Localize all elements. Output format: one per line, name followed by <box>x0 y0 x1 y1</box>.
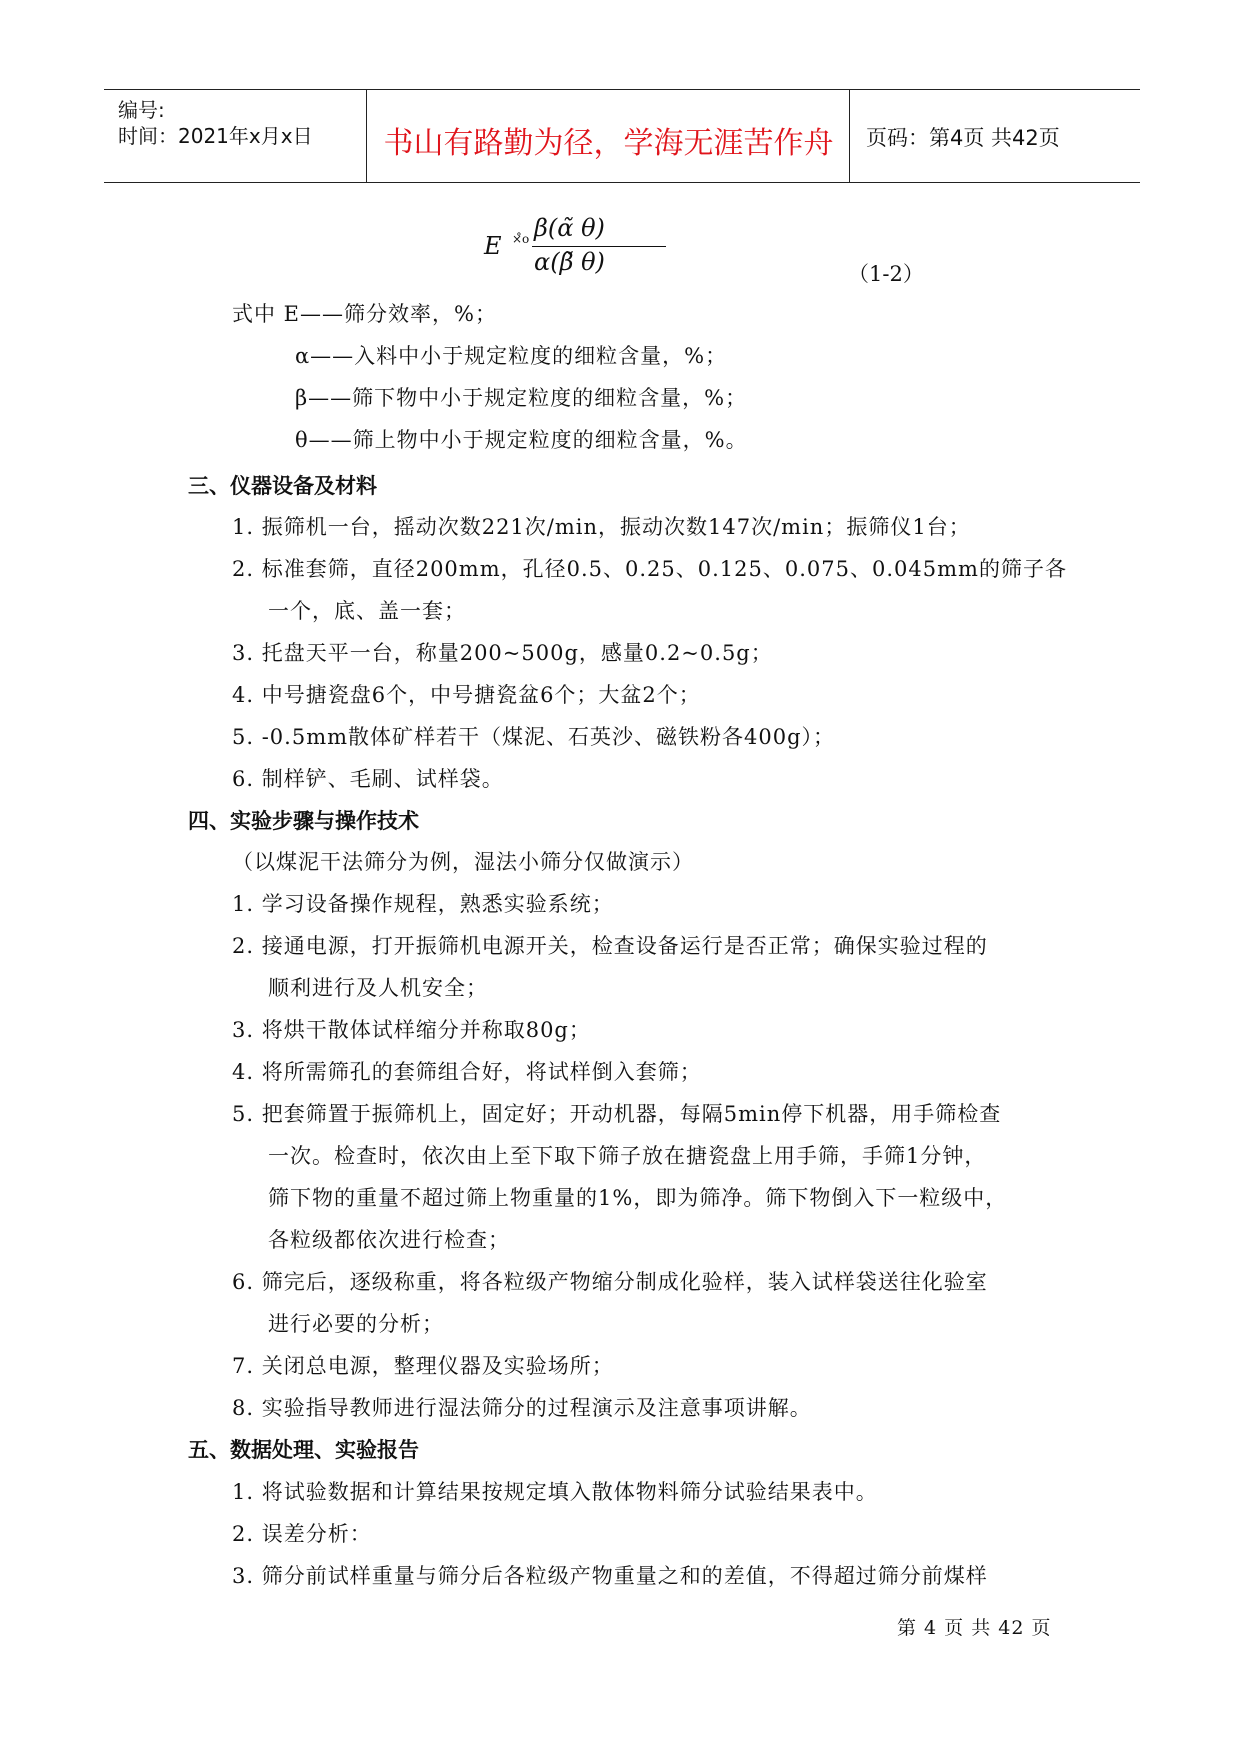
list-item: 4. 将所需筛孔的套筛组合好，将试样倒入套筛； <box>232 1060 702 1084</box>
definition-line: 式中 E——筛分效率，%； <box>232 302 497 326</box>
list-item: 1. 学习设备操作规程，熟悉实验系统； <box>232 892 614 916</box>
list-item: 5. 把套筛置于振筛机上，固定好；开动机器，每隔5min停下机器，用手筛检查 <box>232 1102 1002 1126</box>
header-slogan-cell <box>368 90 850 182</box>
list-item: 3. 将烘干散体试样缩分并称取80g； <box>232 1018 591 1042</box>
efficiency-formula <box>484 212 744 282</box>
definition-line: θ——筛上物中小于规定粒度的细粒含量，%。 <box>295 428 748 452</box>
list-item: 1. 振筛机一台，摇动次数221次/min，振动次数147次/min；振筛仪1台； <box>232 515 971 539</box>
list-item-continued: 筛下物的重量不超过筛上物重量的1%，即为筛净。筛下物倒入下一粒级中， <box>268 1186 1008 1210</box>
list-item-continued: 顺利进行及人机安全； <box>268 976 488 1000</box>
section-heading-procedure: 四、实验步骤与操作技术 <box>188 809 419 833</box>
list-item-continued: 各粒级都依次进行检查； <box>268 1228 510 1252</box>
list-item: 3. 托盘天平一台，称量200~500g，感量0.2~0.5g； <box>232 641 773 665</box>
document-time-label: 时间：2021年x月x日 <box>118 124 313 148</box>
definition-line: α——入料中小于规定粒度的细粒含量，%； <box>295 344 728 368</box>
formula-fraction-bar <box>532 246 666 247</box>
formula-number: （1-2） <box>848 262 924 286</box>
list-item: 2. 接通电源，打开振筛机电源开关，检查设备运行是否正常；确保实验过程的 <box>232 934 988 958</box>
list-item: 8. 实验指导教师进行湿法筛分的过程演示及注意事项讲解。 <box>232 1396 812 1420</box>
list-item: 6. 筛完后，逐级称重，将各粒级产物缩分制成化验样，装入试样袋送往化验室 <box>232 1270 988 1294</box>
list-item: 7. 关闭总电源，整理仪器及实验场所； <box>232 1354 614 1378</box>
list-item: 2. 误差分析： <box>232 1522 372 1546</box>
header-page-info: 页码：第4页 共42页 <box>866 126 1060 150</box>
list-item: 3. 筛分前试样重量与筛分后各粒级产物重量之和的差值，不得超过筛分前煤样 <box>232 1564 988 1588</box>
list-item-continued: 一个，底、盖一套； <box>268 599 466 623</box>
formula-numerator: β(α̃ θ) <box>534 214 605 242</box>
formula-equals-symbol: ×̊o <box>512 232 530 246</box>
formula-denominator: α(β̃ θ) <box>534 248 605 276</box>
list-item-continued: 进行必要的分析； <box>268 1312 444 1336</box>
formula-lhs: E <box>484 232 502 260</box>
header-slogan: 书山有路勤为径，学海无涯苦作舟 <box>383 126 834 161</box>
list-item: 1. 将试验数据和计算结果按规定填入散体物料筛分试验结果表中。 <box>232 1480 878 1504</box>
list-item: 2. 标准套筛，直径200mm，孔径0.5、0.25、0.125、0.075、0.045mm的筛子各 <box>232 557 1067 581</box>
page-header <box>104 89 1140 183</box>
section-heading-equipment: 三、仪器设备及材料 <box>188 474 377 498</box>
list-item: 6. 制样铲、毛刷、试样袋。 <box>232 767 504 791</box>
page-footer: 第 4 页 共 42 页 <box>897 1617 1052 1639</box>
document-number-label: 编号: <box>118 98 165 122</box>
section-heading-report: 五、数据处理、实验报告 <box>188 1438 419 1462</box>
list-item: 4. 中号搪瓷盘6个，中号搪瓷盆6个；大盆2个； <box>232 683 701 707</box>
list-item-continued: 一次。检查时，依次由上至下取下筛子放在搪瓷盘上用手筛，手筛1分钟， <box>268 1144 987 1168</box>
header-page-cell <box>852 90 1140 182</box>
definition-line: β——筛下物中小于规定粒度的细粒含量，%； <box>295 386 748 410</box>
list-item: 5. -0.5mm散体矿样若干（煤泥、石英沙、磁铁粉各400g）； <box>232 725 836 749</box>
header-info-cell <box>104 90 367 182</box>
section-note: （以煤泥干法筛分为例，湿法小筛分仅做演示） <box>232 850 694 874</box>
